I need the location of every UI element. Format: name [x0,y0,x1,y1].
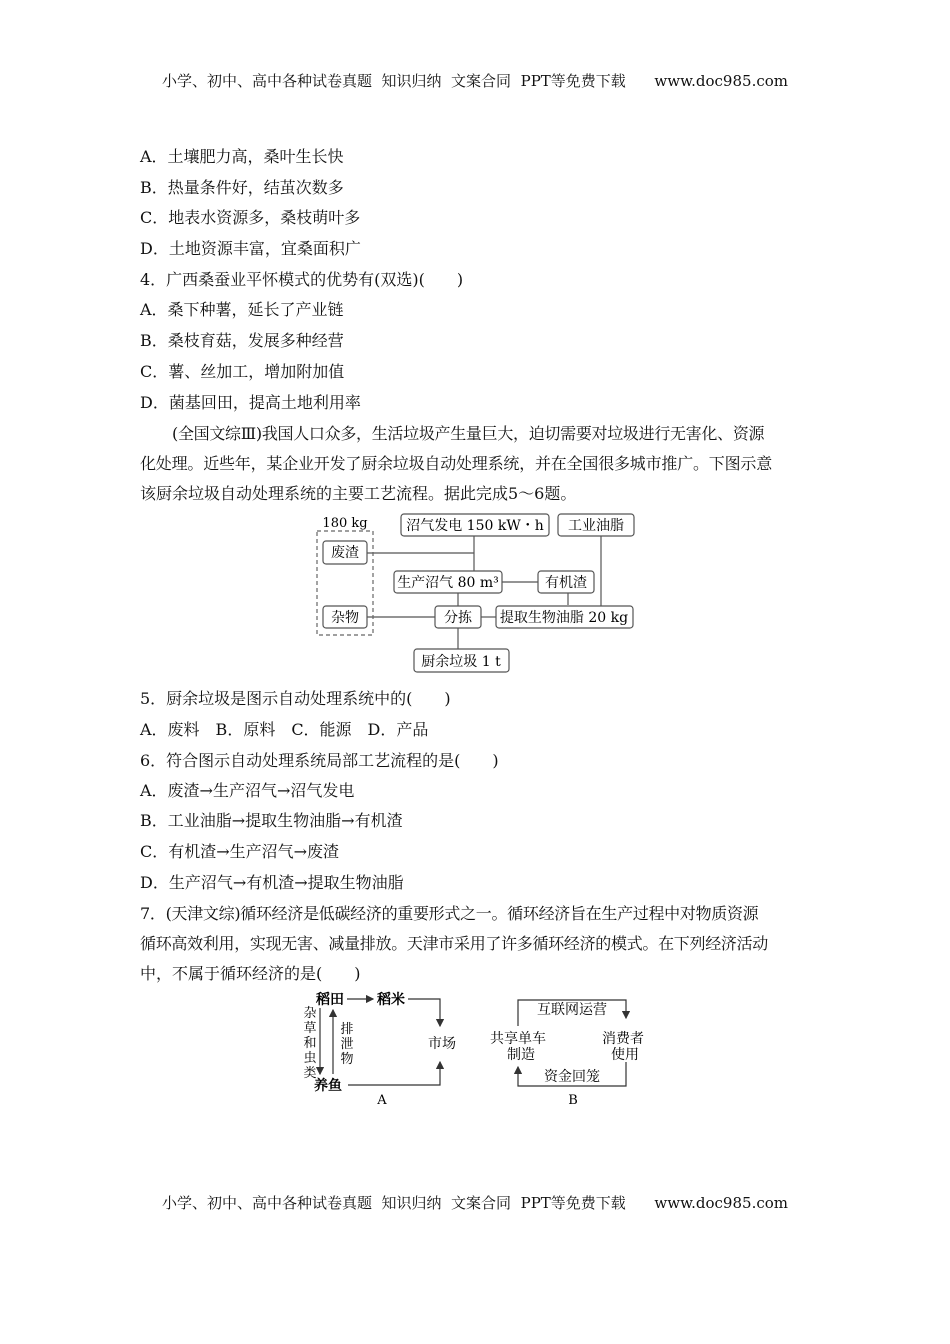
passage-line-2: 化处理。近些年，某企业开发了厨余垃圾自动处理系统，并在全国很多城市推广。下图示意 [140,454,773,473]
passage-line-3: 该厨余垃圾自动处理系统的主要工艺流程。据此完成5～6题。 [140,484,577,503]
kitchen-waste-flow-diagram [300,505,650,675]
fish-farming-label: 养鱼 [314,1078,342,1094]
sundries-box: 杂物 [331,610,359,626]
passage-line-1: (全国文综Ⅲ)我国人口众多，生活垃圾产生量巨大，迫切需要对垃圾进行无害化、资源 [172,424,765,443]
excreta-char-3: 物 [340,1052,354,1067]
weeds-char-3: 和 [303,1036,317,1051]
q7-line-2: 循环高效利用，实现无害、减量排放。天津市采用了许多循环经济的模式。在下列经济活动 [140,934,769,953]
q7-line-3: 中，不属于循环经济的是( ) [140,964,361,983]
bike-manufacture-label-1: 共享单车 [490,1031,546,1047]
weeds-char-4: 虫 [303,1051,317,1066]
kitchen-waste-box: 厨余垃圾 1 t [421,654,501,670]
biogas-production-box: 生产沼气 80 m³ [397,575,499,591]
residue-box: 废渣 [331,545,359,561]
q6-option-a: A．废渣→生产沼气→沼气发电 [140,781,355,800]
q5-options: A．废料 B．原料 C．能源 D．产品 [140,720,429,739]
q3-option-b: B．热量条件好，结茧次数多 [140,178,344,197]
consumer-label-2: 使用 [611,1047,639,1063]
q4-option-a: A．桑下种薯，延长了产业链 [140,300,344,319]
q4-stem: 4．广西桑蚕业平怀模式的优势有(双选)( ) [140,270,464,289]
q3-option-c: C．地表水资源多，桑枝萌叶多 [140,208,361,227]
weeds-char-1: 杂 [303,1006,317,1021]
paddy-label: 稻田 [316,992,344,1008]
diagram-b-caption: B [568,1093,578,1108]
q4-option-b: B．桑枝育菇，发展多种经营 [140,331,344,350]
market-label: 市场 [428,1036,456,1052]
q6-stem: 6．符合图示自动处理系统局部工艺流程的是( ) [140,751,499,770]
q3-option-d: D．土地资源丰富，宜桑面积广 [140,239,361,258]
q6-option-b: B．工业油脂→提取生物油脂→有机渣 [140,811,403,830]
internet-ops-label: 互联网运营 [537,1002,607,1018]
diagram-a-caption: A [377,1093,387,1108]
funds-return-label: 资金回笼 [544,1069,600,1085]
q4-option-d: D．菌基回田，提高土地利用率 [140,393,361,412]
q6-option-c: C．有机渣→生产沼气→废渣 [140,842,340,861]
q7-line-1: 7．(天津文综)循环经济是低碳经济的重要形式之一。循环经济旨在生产过程中对物质资源 [140,904,759,923]
bike-manufacture-label-2: 制造 [507,1047,535,1063]
sorting-box: 分拣 [444,610,472,626]
biogas-power-box: 沼气发电 150 kW・h [406,518,544,534]
weeds-char-5: 类 [303,1066,317,1081]
bio-oil-box: 提取生物油脂 20 kg [499,610,629,626]
q3-option-a: A．土壤肥力高，桑叶生长快 [140,147,344,166]
rice-label: 稻米 [377,992,405,1008]
circular-economy-diagrams [300,990,680,1110]
excreta-char-2: 泄 [340,1037,354,1052]
weeds-char-2: 草 [303,1021,317,1036]
consumer-label-1: 消费者 [602,1031,644,1047]
organic-residue-box: 有机渣 [545,575,587,591]
page-footer: 小学、初中、高中各种试卷真题 知识归纳 文案合同 PPT等免费下载 www.doc985.com [161,1194,788,1212]
q6-option-d: D．生产沼气→有机渣→提取生物油脂 [140,873,404,892]
page-header: 小学、初中、高中各种试卷真题 知识归纳 文案合同 PPT等免费下载 www.doc985.com [161,72,788,90]
q4-option-c: C．薯、丝加工，增加附加值 [140,362,345,381]
group-weight-label: 180 kg [322,516,368,531]
excreta-char-1: 排 [340,1022,354,1037]
industrial-oil-box: 工业油脂 [568,518,624,534]
q5-stem: 5．厨余垃圾是图示自动处理系统中的( ) [140,689,451,708]
